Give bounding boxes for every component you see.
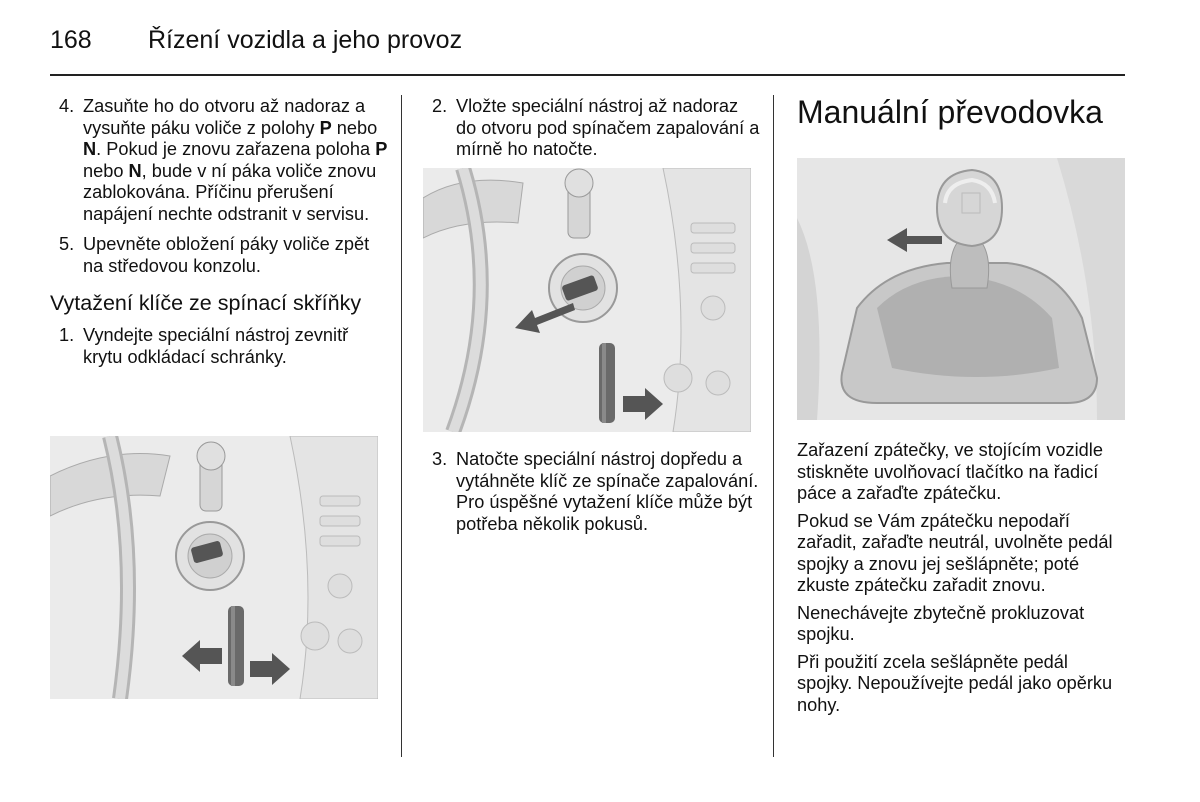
- column-2: [423, 96, 763, 170]
- paragraph: Pokud se Vám zpátečku nepodaří zařadit, zařaďte neutrál, uvolněte pedál spojky a znovu jej sešlápněte; poté zkuste zpátečku zařadit znovu.: [797, 510, 1113, 595]
- step-4: [50, 96, 390, 225]
- step-1: [50, 325, 390, 368]
- step-number: 5.: [59, 234, 75, 254]
- section-heading: Manuální převodovka: [797, 94, 1103, 130]
- step-text: Vložte speciální nástroj až nadoraz do otvoru pod spínačem zapalování a mírně ho natočte.: [456, 96, 760, 159]
- illustration-tool-in-slot: [50, 436, 378, 699]
- step-2: [423, 96, 763, 161]
- step-5: [50, 234, 390, 277]
- column-divider: [401, 95, 402, 757]
- illustration-gear-lever: [797, 158, 1125, 420]
- step-text: Natočte speciální nástroj dopředu a vytáhněte klíč ze spínače zapalování. Pro úspěšné vytažení klíče může být potřeba několik pokusů.: [456, 449, 759, 534]
- step-number: 2.: [432, 96, 448, 116]
- subheading: Vytažení klíče ze spínací skříňky: [50, 291, 362, 315]
- column-divider: [773, 95, 774, 757]
- step-text: Upevněte obložení páky voliče zpět na středovou konzolu.: [83, 234, 370, 276]
- step-text: Zasuňte ho do otvoru až nadoraz a vysuňte páku voliče z polohy P nebo N. Pokud je znovu zařazena poloha P nebo N, bude v ní páka voliče znovu zablokována. Příčinu přerušení napájení nechte odstranit v servisu.: [83, 96, 388, 224]
- header-divider: [50, 74, 1125, 76]
- step-number: 3.: [432, 449, 448, 469]
- paragraph: Při použití zcela sešlápněte pedál spojky. Nepoužívejte pedál jako opěrku nohy.: [797, 651, 1113, 715]
- paragraph: Zařazení zpátečky, ve stojícím vozidle stiskněte uvolňovací tlačítko na řadicí páce a zařaďte zpátečku.: [797, 440, 1103, 503]
- illustration-tool-under-ignition: [423, 168, 751, 432]
- step-3: [423, 449, 763, 535]
- step-number: 1.: [59, 325, 75, 345]
- column-2-lower: [423, 449, 763, 544]
- column-1: [50, 96, 390, 377]
- column-3-text: [797, 440, 1127, 722]
- step-text: Vyndejte speciální nástroj zevnitř krytu odkládací schránky.: [83, 325, 349, 367]
- step-number: 4.: [59, 96, 75, 116]
- paragraph: Nenechávejte zbytečně prokluzovat spojku.: [797, 602, 1085, 644]
- page-number: 168: [50, 26, 92, 54]
- section-title: Řízení vozidla a jeho provoz: [148, 26, 463, 54]
